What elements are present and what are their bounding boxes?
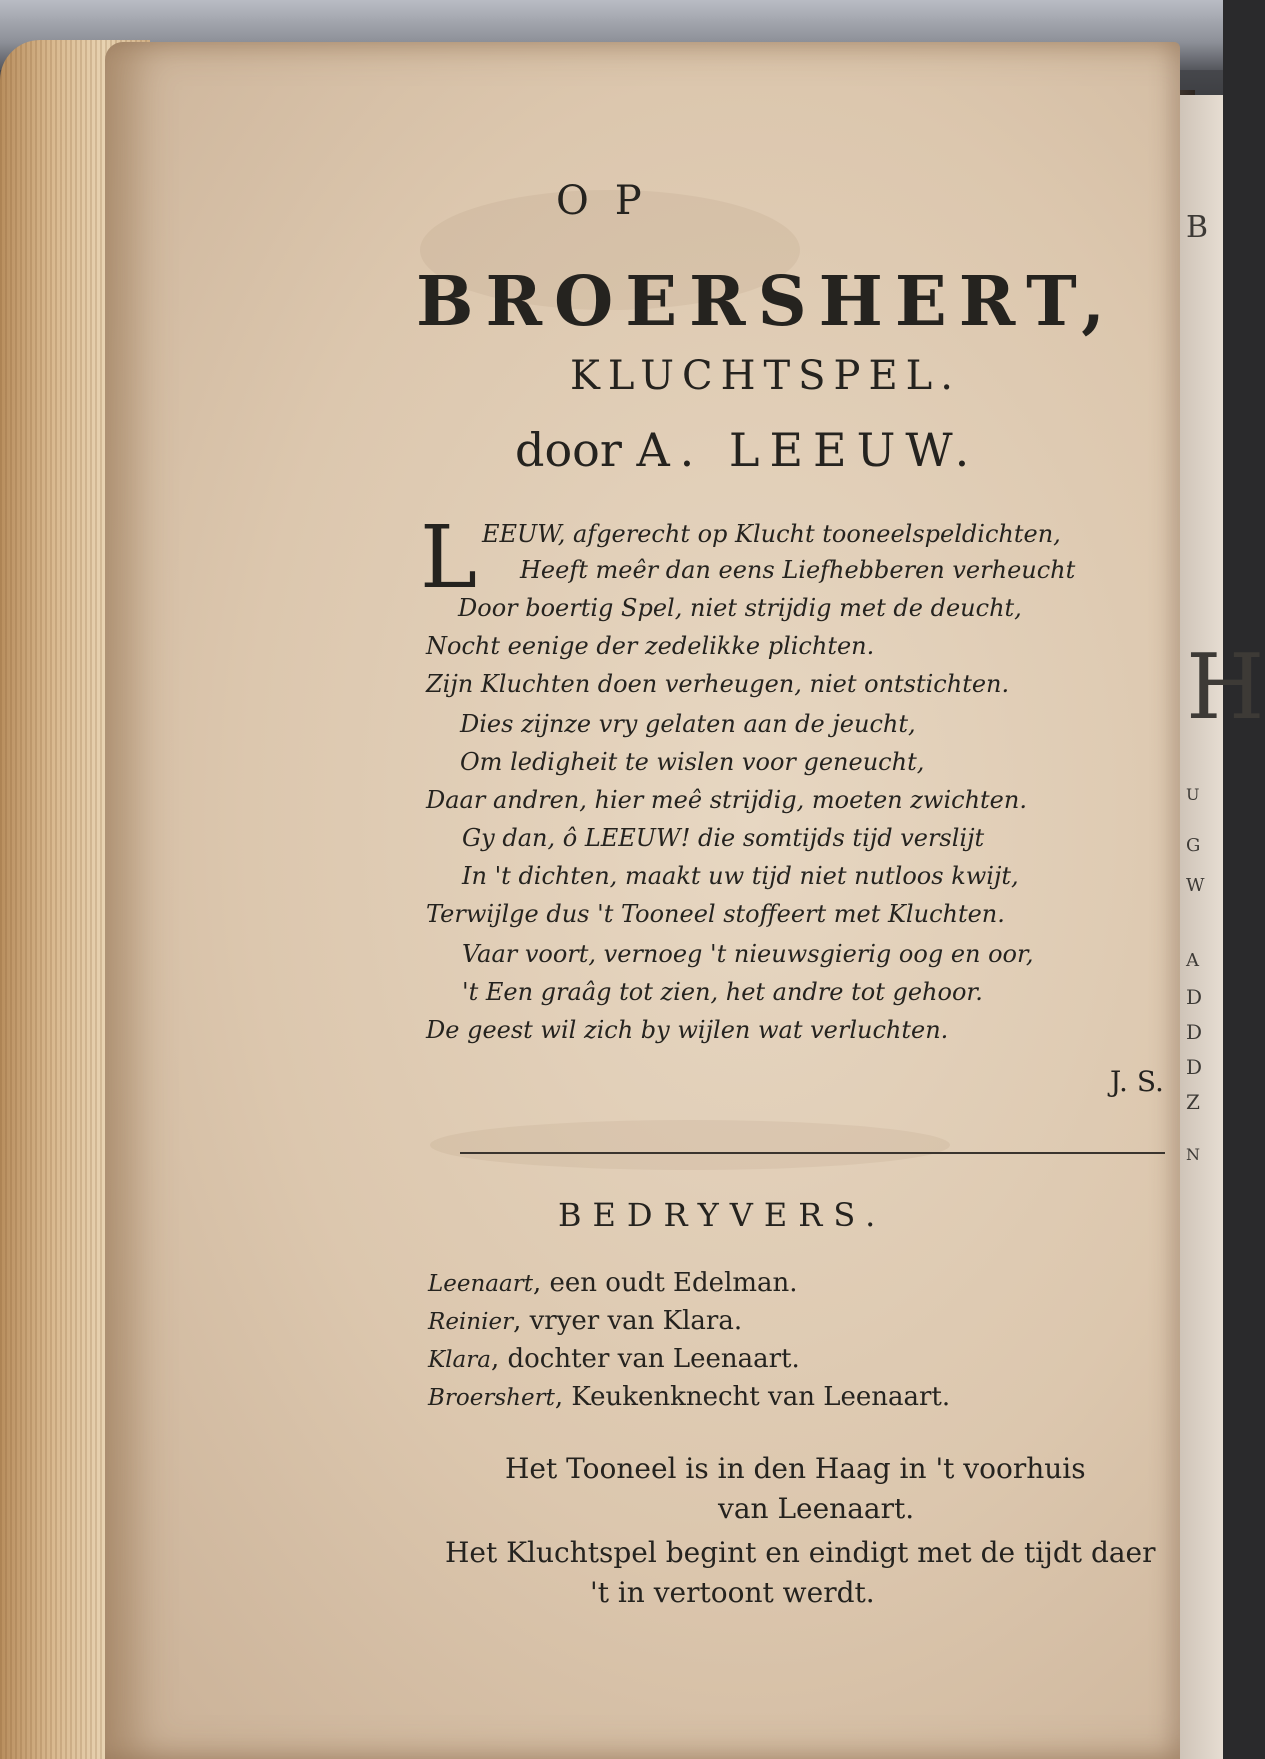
author-prefix: door [515, 423, 622, 477]
facing-page-glyph: D [1186, 1020, 1203, 1044]
cast-member: Broershert, Keukenknecht van Leenaart. [428, 1382, 951, 1412]
poem-line: Terwijlge dus 't Tooneel stoffeert met Kluchten. [426, 900, 1005, 928]
page-title: BROERSHERT, [416, 262, 1117, 342]
facing-page-glyph: Z [1186, 1090, 1200, 1114]
poem-line: Heeft meêr dan eens Liefhebberen verheucht [520, 556, 1076, 584]
cast-role: Keukenknecht van Leenaart. [571, 1382, 951, 1412]
author-line [515, 423, 979, 477]
poem-line: Daar andren, hier meê strijdig, moeten zwichten. [426, 786, 1027, 814]
poem-dropcap: L [420, 508, 478, 608]
poem-line: 't Een graâg tot zien, het andre tot gehoor. [462, 978, 983, 1006]
facing-page-glyph: B [1186, 210, 1209, 245]
facing-page-edge [1180, 95, 1265, 1759]
title-op: OP [556, 178, 668, 224]
poem-line: In 't dichten, maakt uw tijd niet nutloos kwijt, [462, 862, 1019, 890]
facing-page-glyph: G [1186, 835, 1201, 856]
cast-title: BEDRYVERS. [558, 1196, 887, 1234]
poem-line: Door boertig Spel, niet strijdig met de deucht, [458, 594, 1022, 622]
facing-page-glyph: U [1186, 785, 1200, 804]
facing-page-glyph: D [1186, 1055, 1203, 1079]
cast-name: Klara [428, 1347, 491, 1373]
stage-note-line: Het Kluchtspel begint en eindigt met de tijdt daer [445, 1536, 1156, 1569]
cast-role: vryer van Klara. [529, 1306, 743, 1336]
poem-line: De geest wil zich by wijlen wat verluchten. [426, 1016, 949, 1044]
cast-member: Klara, dochter van Leenaart. [428, 1344, 800, 1374]
facing-page-glyph: D [1186, 985, 1203, 1009]
poem-line: Gy dan, ô LEEUW! die somtijds tijd verslijt [462, 824, 985, 852]
facing-page-glyph: W [1186, 875, 1205, 896]
stage-note-line: 't in vertoont werdt. [590, 1576, 875, 1609]
poem-line: Om ledigheit te wislen voor geneucht, [460, 748, 925, 776]
facing-page-glyph: A [1186, 950, 1199, 971]
poem-line: Vaar voort, vernoeg 't nieuwsgierig oog en oor, [462, 940, 1034, 968]
author-name: A. LEEUW. [636, 423, 980, 477]
poem-line: Zijn Kluchten doen verheugen, niet ontstichten. [426, 670, 1010, 698]
stage-note-line: Het Tooneel is in den Haag in 't voorhuis [505, 1452, 1086, 1485]
cast-role: dochter van Leenaart. [507, 1344, 800, 1374]
poem-line: EEUW, afgerecht op Klucht tooneelspeldichten, [482, 520, 1061, 548]
cast-name: Reinier [428, 1309, 514, 1335]
bleed-through-smudge [430, 1120, 950, 1170]
stage-note-line: van Leenaart. [718, 1492, 915, 1525]
poem-line: Nocht eenige der zedelikke plichten. [426, 632, 875, 660]
cast-name: Broershert [428, 1385, 555, 1411]
facing-page-glyph: N [1186, 1145, 1200, 1164]
cast-role: een oudt Edelman. [549, 1268, 798, 1298]
poem-signature: J. S. [1110, 1065, 1164, 1098]
facing-page-glyph: H [1186, 635, 1265, 740]
cast-member: Reinier, vryer van Klara. [428, 1306, 743, 1336]
cast-name: Leenaart [428, 1271, 533, 1297]
section-divider [460, 1152, 1165, 1154]
cast-member: Leenaart, een oudt Edelman. [428, 1268, 798, 1298]
poem-line: Dies zijnze vry gelaten aan de jeucht, [460, 710, 916, 738]
page-subtitle: KLUCHTSPEL. [570, 353, 961, 399]
